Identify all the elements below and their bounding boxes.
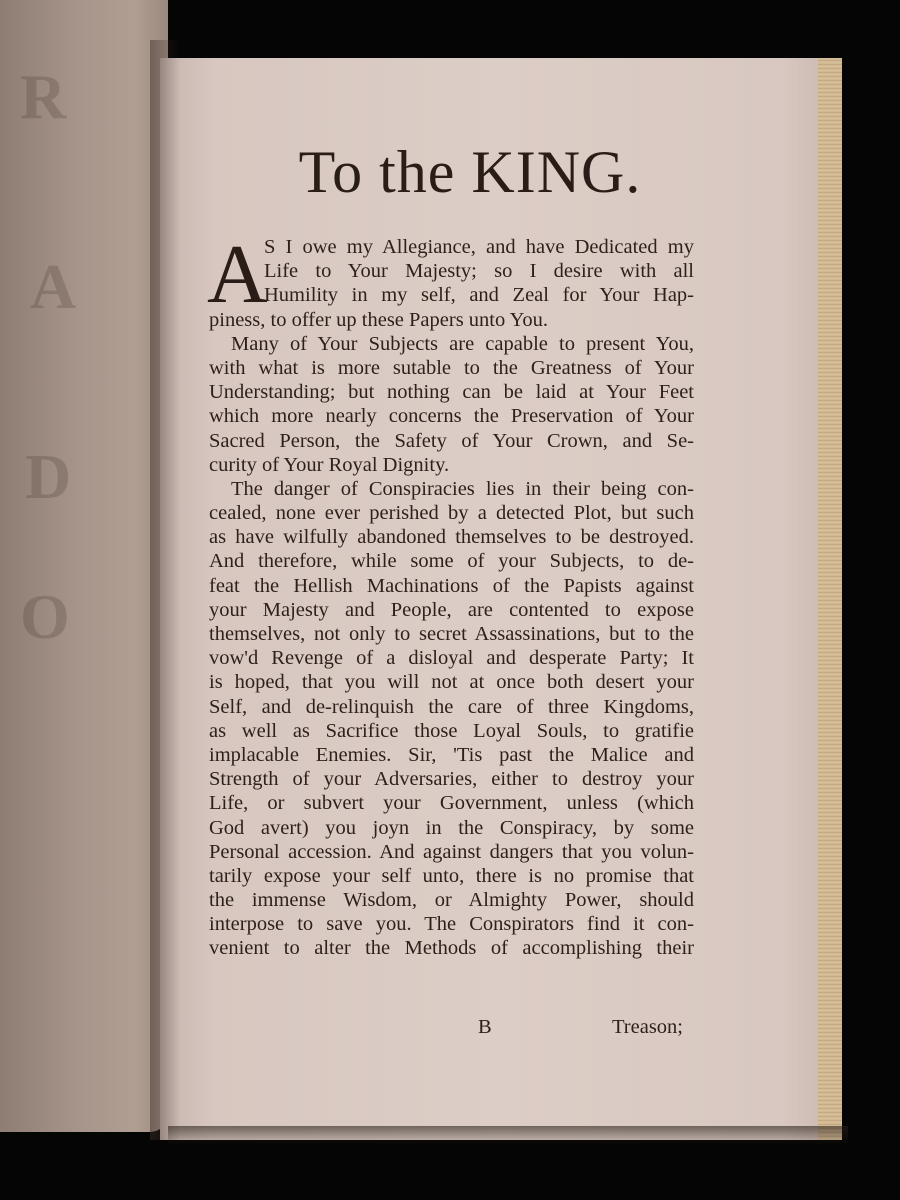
bleed-through-mark: O bbox=[20, 581, 70, 652]
body-text bbox=[207, 228, 694, 961]
text-line: And therefore, while some of your Subjects, to de- bbox=[209, 550, 694, 573]
text-line: The danger of Conspiracies lies in their being con- bbox=[231, 477, 694, 500]
text-line: with what is more sutable to the Greatness of Your bbox=[209, 356, 694, 379]
text-line: implacable Enemies. Sir, 'Tis past the Malice and bbox=[209, 743, 694, 766]
left-facing-page bbox=[0, 0, 168, 1132]
text-line: piness, to offer up these Papers unto You. bbox=[209, 308, 548, 331]
bleed-through-mark: A bbox=[30, 251, 77, 322]
signature-mark: B bbox=[478, 1016, 492, 1038]
text-line: vow'd Revenge of a disloyal and desperate Party; It bbox=[209, 647, 694, 670]
text-line: Many of Your Subjects are capable to present You, bbox=[231, 332, 694, 355]
text-line: your Majesty and People, are contented to expose bbox=[209, 598, 694, 621]
text-line: is hoped, that you will not at once both desert your bbox=[209, 671, 694, 694]
text-line: God avert) you joyn in the Conspiracy, by some bbox=[209, 816, 694, 839]
text-line: interpose to save you. The Conspirators find it con- bbox=[209, 913, 694, 936]
text-line: Personal accession. And against dangers that you volun- bbox=[209, 840, 694, 863]
text-line: themselves, not only to secret Assassinations, but to the bbox=[209, 623, 694, 645]
page-shadow bbox=[168, 1126, 848, 1146]
text-line: S I owe my Allegiance, and have Dedicated my bbox=[264, 236, 694, 258]
text-line: as have wilfully abandoned themselves to be destroyed. bbox=[209, 526, 694, 549]
page-title: To the KING. bbox=[298, 139, 642, 205]
text-line: Humility in my self, and Zeal for Your Hap- bbox=[264, 284, 694, 307]
text-line: tarily expose your self unto, there is no promise that bbox=[209, 864, 694, 887]
bleed-through-mark: R bbox=[20, 61, 67, 132]
text-line: venient to alter the Methods of accomplishing their bbox=[209, 937, 694, 960]
text-line: Life to Your Majesty; so I desire with all bbox=[264, 260, 694, 283]
text-line: feat the Hellish Machinations of the Papists against bbox=[209, 574, 694, 597]
text-line: Strength of your Adversaries, either to destroy your bbox=[209, 768, 694, 791]
bleed-through-mark: D bbox=[25, 441, 72, 512]
text-line: Life, or subvert your Government, unless (which bbox=[209, 792, 694, 815]
text-line: which more nearly concerns the Preservation of Your bbox=[209, 405, 694, 428]
catchword: Treason; bbox=[612, 1016, 683, 1038]
text-line: Understanding; but nothing can be laid at Your Feet bbox=[209, 381, 694, 404]
text-line: the immense Wisdom, or Almighty Power, should bbox=[209, 889, 694, 912]
text-line: cealed, none ever perished by a detected Plot, but such bbox=[209, 502, 694, 525]
text-line: as well as Sacrifice those Loyal Souls, to gratifie bbox=[209, 719, 694, 742]
text-line: curity of Your Royal Dignity. bbox=[209, 453, 450, 476]
text-line: Sacred Person, the Safety of Your Crown, and Se- bbox=[209, 429, 694, 452]
text-line: Self, and de-relinquish the care of three Kingdoms, bbox=[209, 695, 694, 718]
page-edges bbox=[818, 58, 842, 1140]
drop-capital: A bbox=[207, 228, 268, 321]
